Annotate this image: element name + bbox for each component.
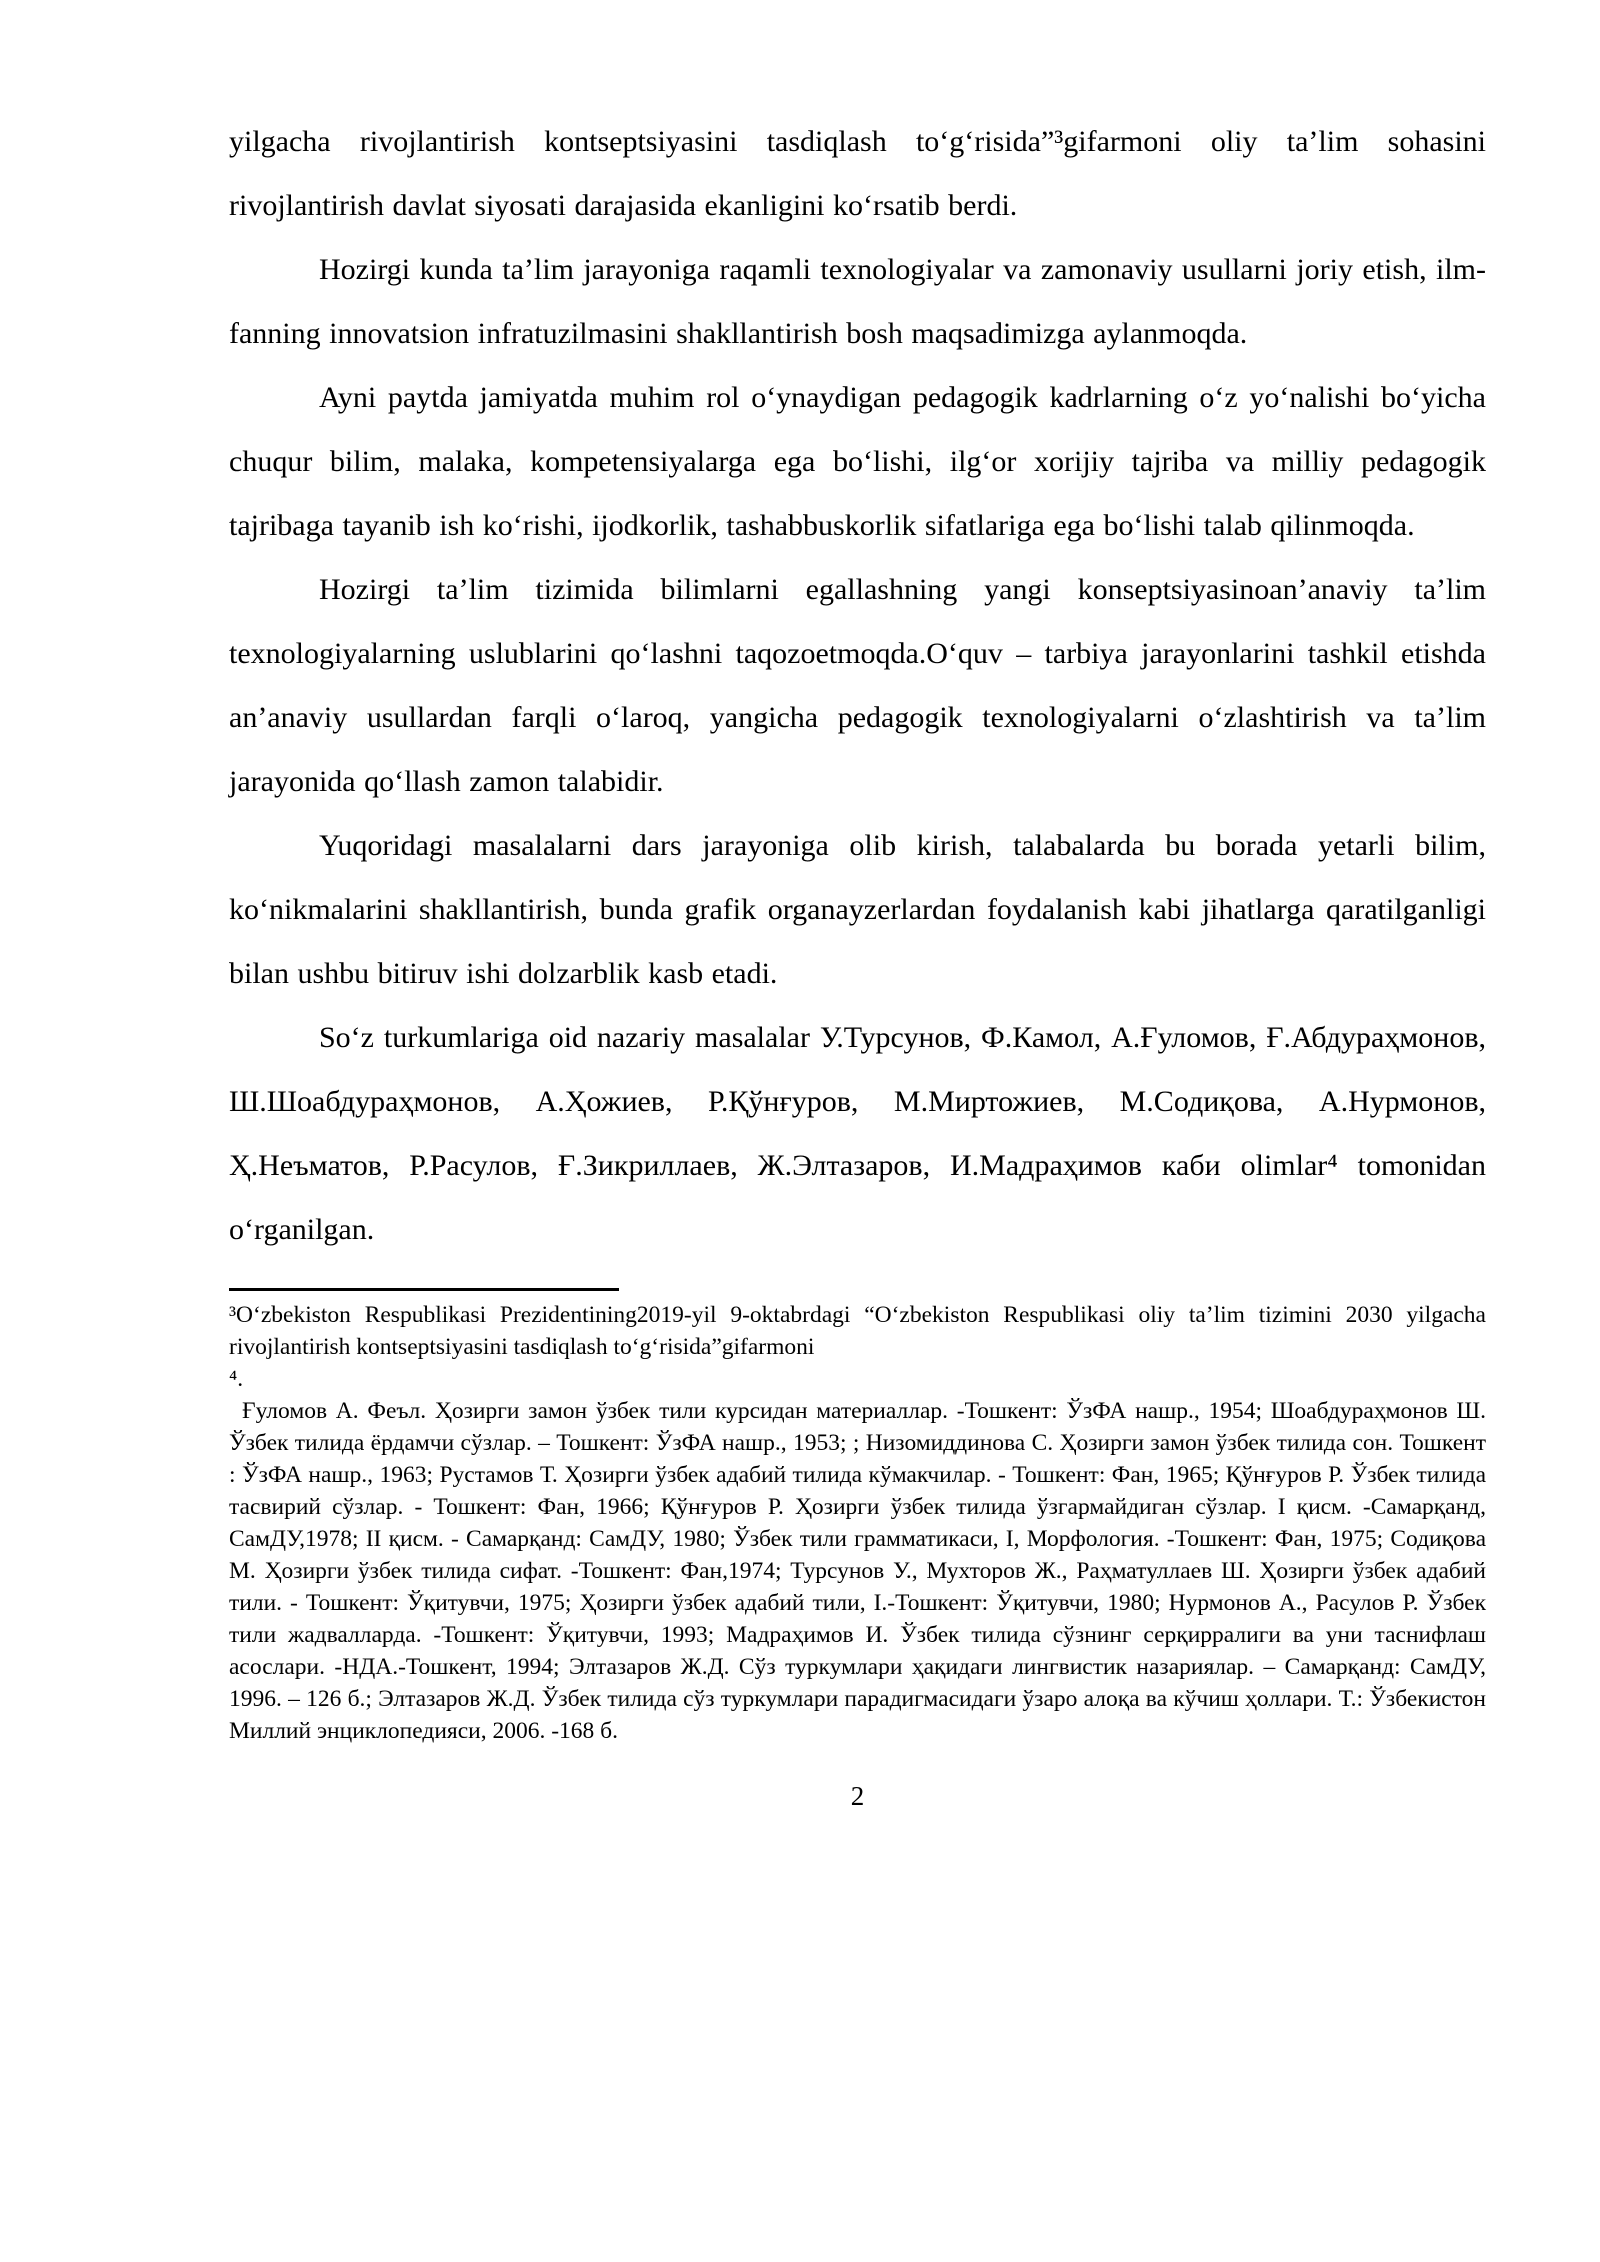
footnote-4: Ғуломов А. Феъл. Ҳозирги замон ўзбек тили курсидан материаллар. -Тошкент: ЎзФА нашр., 1954; Шоабдураҳмонов Ш. Ўзбек тилида ёрдамчи сўзлар. – Тошкент: ЎзФА нашр., 1953; ; Низомиддинова С. Ҳозирги замон ўзбек тилида сон. Тошкент : ЎзФА нашр., 1963; Рустамов Т. Ҳозирги ўзбек адабий тилида кўмакчилар. - Тошкент: Фан, 1965; Қўнғуров Р. Ўзбек тилида тасвирий сўзлар. - Тошкент: Фан, 1966; Қўнғуров Р. Ҳозирги ўзбек тилида ўзгармайдиган сўзлар. I қисм. -Самарқанд, СамДУ,1978; II қисм. - Самарқанд: СамДУ, 1980; Ўзбек тили грамматикаси, I, Морфология. -Тошкент: Фан, 1975; Содиқова М. Ҳозирги ўзбек тилида сифат. -Тошкент: Фан,1974; Турсунов У., Мухторов Ж., Раҳматуллаев Ш. Ҳозирги ўзбек адабий тили. - Тошкент: Ўқитувчи, 1975; Ҳозирги ўзбек адабий тили, I.-Тошкент: Ўқитувчи, 1980; Нурмонов А., Расулов Р. Ўзбек тили жадвалларда. -Тошкент: Ўқитувчи, 1993; Мадраҳимов И. Ўзбек тилида сўзнинг серқирралиги ва уни таснифлаш асослари. -НДА.-Тошкент, 1994; Элтазаров Ж.Д. Сўз туркумлари ҳақидаги лингвистик назариялар. – Самарқанд: СамДУ, 1996. – 126 б.; Элтазаров Ж.Д. Ўзбек тилида сўз туркумлари парадигмасидаги ўзаро алоқа ва кўчиш ҳоллари. Т.: Ўзбекистон Миллий энциклопедияси, 2006. -168 б. xyxy=(229,1398,1486,1744)
body-paragraph-3: Ayni paytda jamiyatda muhim rol o‘ynaydigan pedagogik kadrlarning o‘z yo‘nalishi bo‘yicha chuqur bilim, malaka, kompetensiyalarga ega bo‘lishi, ilg‘or xorijiy tajriba va milliy pedagogik tajribaga tayanib ish ko‘rishi, ijodkorlik, tashabbuskorlik sifatlariga ega bo‘lishi talab qilinmoqda. xyxy=(229,381,1486,542)
body-paragraph-6: So‘z turkumlariga oid nazariy masalalar У.Турсунов, Ф.Камол, А.Ғуломов, Ғ.Абдураҳмонов, Ш.Шоабдураҳмонов, А.Ҳожиев, Р.Қўнғуров, М.Миртожиев, М.Содиқова, А.Нурмонов, Ҳ.Неъматов, Р.Расулов, Ғ.Зикриллаев, Ж.Элтазаров, И.Мадраҳимов каби olimlar⁴ tomonidan o‘rganilgan. xyxy=(229,1021,1486,1246)
footnote-4-marker: ⁴. xyxy=(229,1366,244,1392)
body-paragraph-1: yilgacha rivojlantirish kontseptsiyasini tasdiqlash to‘g‘risida”³gifarmoni oliy ta’lim sohasini rivojlantirish davlat siyosati darajasida ekanligini ko‘rsatib berdi. xyxy=(229,125,1486,222)
body-paragraph-2: Hozirgi kunda ta’lim jarayoniga raqamli texnologiyalar va zamonaviy usullarni joriy etish, ilm-fanning innovatsion infratuzilmasini shakllantirish bosh maqsadimizga aylanmoqda. xyxy=(229,253,1486,350)
footnote-separator xyxy=(229,1288,619,1291)
footnotes-section xyxy=(229,1299,1486,1747)
footnote-3: ³O‘zbekiston Respublikasi Prezidentining2019-yil 9-oktabrdagi “O‘zbekiston Respublikasi oliy ta’lim tizimini 2030 yilgacha rivojlantirish kontseptsiyasini tasdiqlash to‘g‘risida”gifarmoni xyxy=(229,1302,1486,1360)
text-block xyxy=(229,110,1486,1811)
body-paragraph-4: Hozirgi ta’lim tizimida bilimlarni egallashning yangi konseptsiyasinoan’anaviy ta’lim texnologiyalarning uslublarini qo‘lashni taqozoetmoqda.O‘quv – tarbiya jarayonlarini tashkil etishda an’anaviy usullardan farqli o‘laroq, yangicha pedagogik texnologiyalarni o‘zlashtirish va ta’lim jarayonida qo‘llash zamon talabidir. xyxy=(229,573,1486,798)
body-paragraph-5: Yuqoridagi masalalarni dars jarayoniga olib kirish, talabalarda bu borada yetarli bilim, ko‘nikmalarini shakllantirish, bunda grafik organayzerlardan foydalanish kabi jihatlarga qaratilganligi bilan ushbu bitiruv ishi dolzarblik kasb etadi. xyxy=(229,829,1486,990)
page-number: 2 xyxy=(850,1781,865,1811)
